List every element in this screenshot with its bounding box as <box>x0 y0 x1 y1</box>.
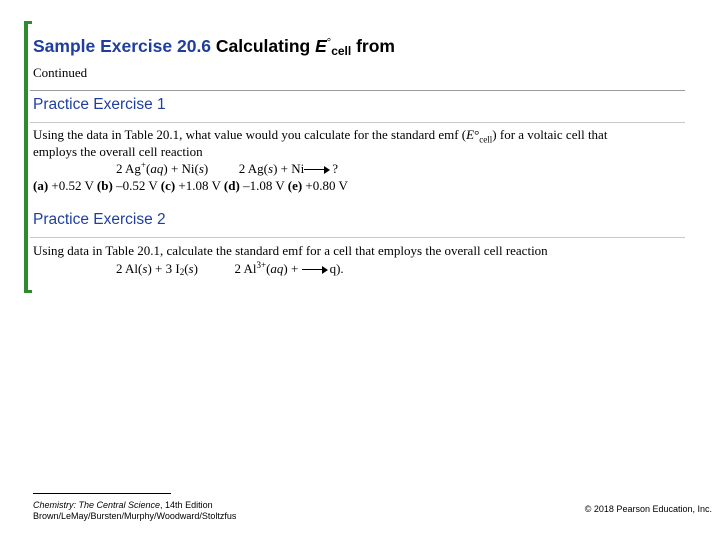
practice-2-divider <box>30 237 685 238</box>
practice-2-heading: Practice Exercise 2 <box>33 211 166 228</box>
title-mid: Calculating <box>215 36 316 56</box>
practice-1-text-line-1: Using the data in Table 20.1, what value would you calculate for the standard emf $(E^\circ_{cell})$ for a voltaic cell that <box>33 127 608 145</box>
reaction-arrow-icon <box>304 165 332 175</box>
title-prefix: Sample Exercise 20.6 <box>33 36 216 56</box>
footer-divider <box>33 493 171 494</box>
practice-2-text: Using data in Table 20.1, calculate the standard emf for a cell that employs the overall cell reaction <box>33 243 548 258</box>
title-sub: cell <box>331 44 352 58</box>
title-symbol: E <box>315 36 327 56</box>
footer-citation: Chemistry: The Central Science, 14th Edition Brown/LeMay/Bursten/Murphy/Woodward/Stoltzfus <box>33 500 237 521</box>
practice-1-heading: Practice Exercise 1 <box>33 96 166 113</box>
practice-1-divider <box>30 122 685 123</box>
footer-copyright: © 2018 Pearson Education, Inc. <box>584 504 712 514</box>
slide-bracket <box>24 21 32 293</box>
practice-2-reaction: 2 Al(s) + 3 $I_2(s)$ 2 $Al^{3+}(aq) + q$). <box>116 260 344 277</box>
title-degree: ° <box>326 37 332 49</box>
title-suffix: from <box>351 36 395 56</box>
practice-1-text-line-2: employs the overall cell reaction <box>33 144 203 159</box>
practice-1-reaction: 2 Ag+(aq) + Ni(s) 2 Ag(s) + Ni ? <box>116 160 339 176</box>
title-divider <box>30 90 685 91</box>
practice-1-answers: (a) +0.52 V (b) –0.52 V (c) +1.08 V (d) –1.08 V (e) +0.80 V <box>33 178 348 193</box>
slide-title <box>33 36 395 58</box>
continued-label: Continued <box>33 65 88 80</box>
reaction-arrow-icon <box>302 265 330 275</box>
